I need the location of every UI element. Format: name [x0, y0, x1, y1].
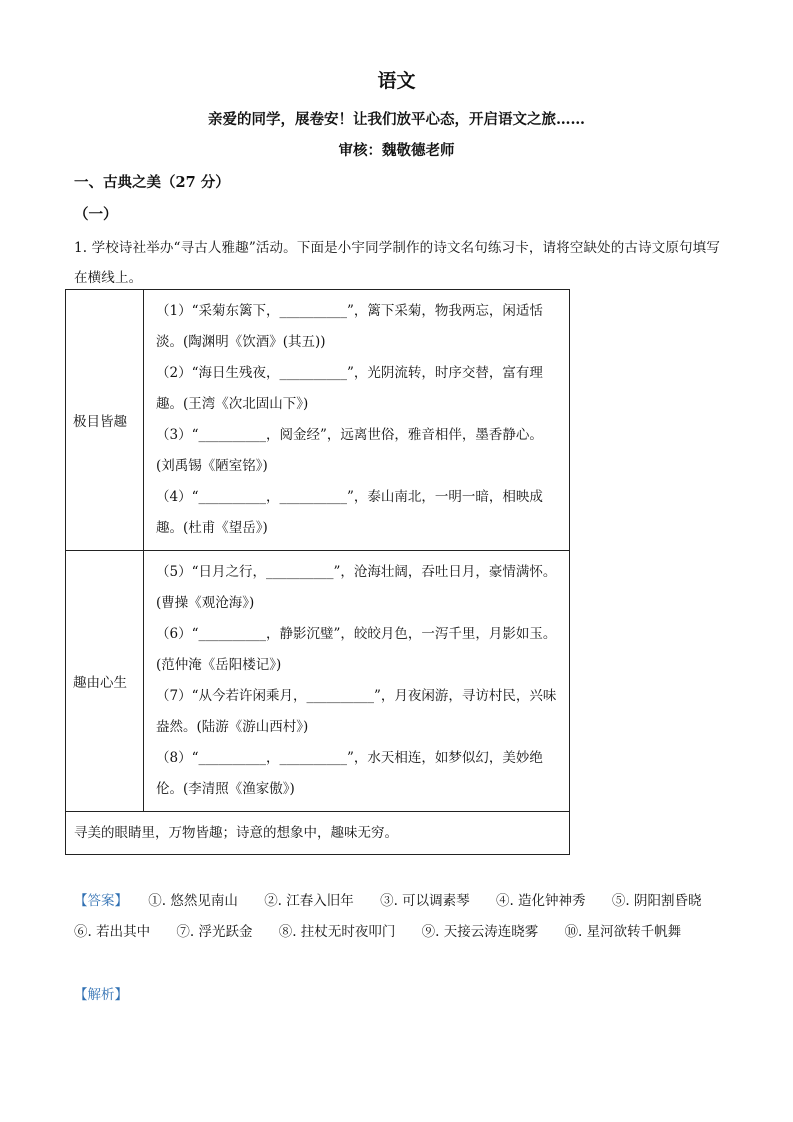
table-row	[66, 812, 570, 855]
group-content	[144, 551, 570, 812]
list-item: （8）“__________，__________”，水天相连，如梦似幻，美妙绝伦。(李清照《渔家傲》)	[156, 750, 543, 797]
subsection-heading: （一）	[74, 206, 118, 223]
practice-card-table	[65, 289, 570, 855]
list-item: （2）“海日生残夜，__________”，光阴流转，时序交替，富有理趣。(王湾《次北固山下》)	[156, 365, 543, 412]
list-item: （6）“__________，静影沉璧”，皎皎月色，一泻千里，月影如玉。(范仲淹《岳阳楼记》)	[156, 626, 557, 673]
reviewer-line: 审核：魏敬德老师	[338, 142, 455, 159]
answer-block	[74, 886, 724, 948]
answer-item: ⑨. 天接云涛连晓雾	[421, 924, 539, 940]
group-content	[144, 290, 570, 551]
answer-item: ④. 造化钟神秀	[495, 893, 586, 909]
answer-item: ⑩. 星河欲转千帆舞	[564, 924, 682, 940]
analysis-tag: 【解析】	[74, 987, 128, 1003]
list-item: （7）“从今若许闲乘月，__________”，月夜闲游，寻访村民，兴味盎然。(陆游《游山西村》)	[156, 688, 557, 735]
answer-item: ①. 悠然见南山	[148, 893, 238, 909]
answer-item: ⑥. 若出其中	[74, 924, 151, 940]
page-subtitle: 亲爱的同学，展卷安！让我们放平心态，开启语文之旅……	[208, 111, 585, 128]
list-item: （3）“__________，阅金经”，远离世俗，雅音相伴，墨香静心。(刘禹锡《陋室铭》)	[156, 427, 543, 474]
answer-item: ⑧. 拄杖无时夜叩门	[278, 924, 396, 940]
list-item: （5）“日月之行，__________”，沧海壮阔，吞吐日月，豪情满怀。(曹操《观沧海》)	[156, 564, 557, 611]
answer-tag: 【答案】	[74, 893, 128, 909]
answer-item: ②. 江春入旧年	[264, 893, 354, 909]
answer-item: ⑤. 阴阳割昏晓	[611, 893, 702, 909]
group-label: 趣由心生	[66, 551, 144, 812]
question-text: 1. 学校诗社举办“寻古人雅趣”活动。下面是小宇同学制作的诗文名句练习卡，请将空缺处的古诗文原句填写在横线上。	[74, 240, 720, 286]
table-row	[66, 290, 570, 551]
table-row	[66, 551, 570, 812]
table-footer: 寻美的眼睛里，万物皆趣；诗意的想象中，趣味无穷。	[66, 812, 570, 855]
section-heading: 一、古典之美（27 分）	[74, 174, 230, 191]
list-item: （4）“__________，__________”，泰山南北，一明一暗，相映成趣。(杜甫《望岳》)	[156, 489, 543, 536]
list-item: （1）“采菊东篱下，__________”，篱下采菊，物我两忘，闲适恬淡。(陶渊明《饮酒》(其五))	[156, 303, 543, 350]
group-label: 极目皆趣	[66, 290, 144, 551]
page-title: 语文	[377, 70, 416, 92]
answer-item: ③. 可以调素琴	[380, 893, 470, 909]
answer-item: ⑦. 浮光跃金	[176, 924, 253, 940]
